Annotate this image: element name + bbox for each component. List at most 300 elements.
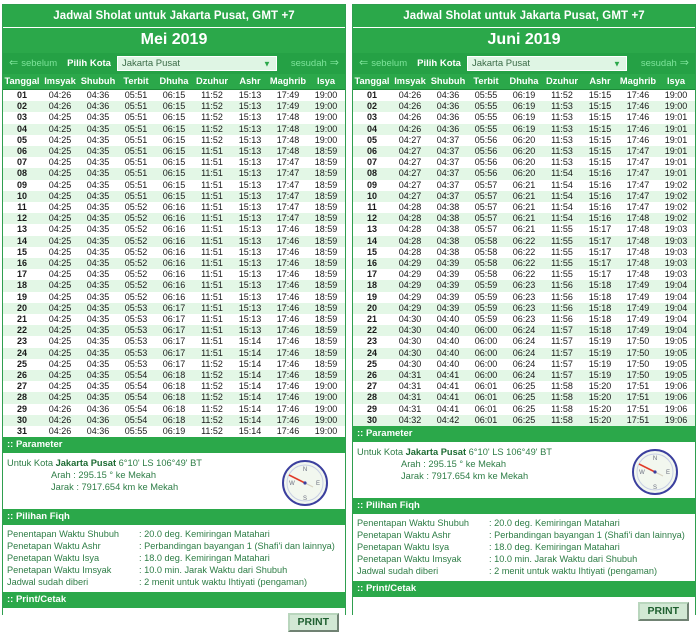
next-month-link[interactable] <box>291 58 339 69</box>
cell-time: 06:18 <box>162 381 186 392</box>
print-button[interactable]: PRINT <box>638 602 690 621</box>
table-row <box>3 112 345 123</box>
fiqh-row <box>357 565 691 577</box>
cell-time: 06:16 <box>162 202 186 213</box>
cell-time: 19:00 <box>314 123 338 134</box>
cell-time: 15:17 <box>588 258 612 269</box>
cell-time: 18:59 <box>314 179 338 190</box>
cell-time: 15:14 <box>238 392 262 403</box>
table-row <box>3 247 345 258</box>
cell-time: 06:00 <box>474 358 498 369</box>
cell-time: 18:59 <box>314 224 338 235</box>
table-row <box>353 348 695 359</box>
cell-time: 04:40 <box>436 314 460 325</box>
cell-time: 06:17 <box>162 336 186 347</box>
table-row <box>3 426 345 437</box>
cell-time: 04:25 <box>48 325 72 336</box>
column-header: Tanggal <box>3 74 41 90</box>
city-picker-label: Pilih Kota <box>417 58 461 69</box>
cell-time: 06:23 <box>512 280 536 291</box>
cell-time: 06:24 <box>512 347 536 358</box>
table-row <box>3 135 345 146</box>
month-title: Juni 2019 <box>353 28 695 53</box>
cell-time: 04:31 <box>398 392 422 403</box>
cell-time: 18:59 <box>314 358 338 369</box>
cell-time: 11:51 <box>201 179 223 190</box>
cell-time: 17:48 <box>276 112 300 123</box>
cell-time: 11:53 <box>551 101 573 112</box>
cell-time: 19:03 <box>664 224 688 235</box>
cell-time: 05:55 <box>474 112 498 123</box>
location-prefix: Untuk Kota <box>7 458 56 469</box>
cell-time: 05:54 <box>124 403 148 414</box>
cell-time: 05:51 <box>124 90 148 100</box>
location-prefix: Untuk Kota <box>357 447 406 458</box>
cell-time: 06:15 <box>162 134 186 145</box>
cell-day: 30 <box>16 414 27 425</box>
fiqh-key: Penetapan Waktu Isya <box>357 542 450 553</box>
fiqh-row <box>7 564 341 576</box>
cell-time: 11:52 <box>201 370 223 381</box>
cell-time: 19:00 <box>314 381 338 392</box>
cell-time: 04:38 <box>436 202 460 213</box>
cell-time: 04:26 <box>398 112 422 123</box>
panel-title: Jadwal Sholat untuk Jakarta Pusat, GMT +7 <box>353 5 695 28</box>
cell-time: 15:15 <box>588 123 612 134</box>
cell-day: 22 <box>366 325 377 336</box>
cell-time: 15:13 <box>238 258 262 269</box>
cell-time: 15:13 <box>238 235 262 246</box>
cell-time: 04:30 <box>398 325 422 336</box>
table-row <box>3 348 345 359</box>
cell-time: 04:36 <box>86 403 110 414</box>
fiqh-key: Penetapan Waktu Isya <box>7 553 100 564</box>
column-header: Imsyak <box>41 74 79 90</box>
cell-day: 12 <box>16 213 27 224</box>
cell-time: 05:52 <box>124 258 148 269</box>
cell-time: 17:46 <box>276 381 300 392</box>
cell-time: 18:59 <box>314 370 338 381</box>
cell-time: 17:46 <box>276 269 300 280</box>
prev-month-link[interactable] <box>359 58 407 69</box>
cell-time: 04:35 <box>86 246 110 257</box>
qibla-distance: Jarak : 7917.654 km ke Mekah <box>51 482 179 493</box>
cell-time: 06:19 <box>512 123 536 134</box>
fiqh-value: : Perbandingan bayangan 1 (Shafi'i dan lainnya) <box>139 541 335 552</box>
cell-time: 11:52 <box>201 123 223 134</box>
cell-time: 19:00 <box>314 426 338 437</box>
cell-time: 06:17 <box>162 347 186 358</box>
cell-time: 04:39 <box>436 269 460 280</box>
cell-time: 06:17 <box>162 325 186 336</box>
cell-time: 05:51 <box>124 190 148 201</box>
cell-time: 06:19 <box>512 90 536 100</box>
cell-time: 06:16 <box>162 235 186 246</box>
cell-time: 18:59 <box>314 291 338 302</box>
cell-day: 28 <box>366 392 377 403</box>
cell-time: 06:00 <box>474 325 498 336</box>
cell-time: 19:02 <box>664 202 688 213</box>
cell-time: 04:25 <box>48 224 72 235</box>
cell-time: 19:04 <box>664 314 688 325</box>
cell-time: 06:18 <box>162 414 186 425</box>
table-row <box>3 101 345 112</box>
cell-time: 11:52 <box>201 101 223 112</box>
cell-time: 11:51 <box>201 157 223 168</box>
cell-time: 17:46 <box>276 336 300 347</box>
cell-time: 05:54 <box>124 392 148 403</box>
cell-time: 05:52 <box>124 291 148 302</box>
cell-time: 11:51 <box>201 146 223 157</box>
cell-time: 06:01 <box>474 381 498 392</box>
city-select-value: Jakarta Pusat <box>121 58 181 69</box>
cell-time: 11:52 <box>201 112 223 123</box>
cell-time: 04:37 <box>436 146 460 157</box>
cell-time: 15:13 <box>238 202 262 213</box>
table-row <box>3 280 345 291</box>
cell-time: 05:59 <box>474 291 498 302</box>
cell-time: 15:20 <box>588 392 612 403</box>
cell-time: 04:25 <box>48 246 72 257</box>
cell-time: 04:36 <box>436 112 460 123</box>
arrow-left-icon: ⇐ <box>359 57 369 69</box>
prev-month-link[interactable] <box>9 58 57 69</box>
table-row <box>3 325 345 336</box>
cell-time: 04:35 <box>86 123 110 134</box>
cell-time: 05:58 <box>474 258 498 269</box>
cell-time: 04:25 <box>48 291 72 302</box>
cell-time: 06:18 <box>162 403 186 414</box>
print-button[interactable]: PRINT <box>288 613 340 632</box>
location-city: Jakarta Pusat <box>405 447 467 458</box>
table-row <box>353 269 695 280</box>
cell-time: 19:00 <box>314 112 338 123</box>
cell-time: 11:58 <box>551 381 573 392</box>
fiqh-heading: :: Pilihan Fiqh <box>3 509 345 525</box>
cell-time: 15:14 <box>238 414 262 425</box>
fiqh-key: Jadwal sudah diberi <box>7 577 89 588</box>
cell-time: 18:59 <box>314 213 338 224</box>
cell-time: 19:00 <box>314 90 338 100</box>
cell-time: 06:16 <box>162 213 186 224</box>
cell-time: 06:21 <box>512 213 536 224</box>
cell-time: 04:36 <box>86 426 110 437</box>
fiqh-value: : 18.0 deg. Kemiringan Matahari <box>489 542 620 553</box>
svg-text:E: E <box>315 481 321 488</box>
column-header: Dzuhur <box>543 74 581 90</box>
cell-time: 04:25 <box>48 157 72 168</box>
cell-time: 11:53 <box>551 146 573 157</box>
cell-time: 17:46 <box>276 280 300 291</box>
cell-time: 04:25 <box>48 392 72 403</box>
cell-time: 11:51 <box>201 246 223 257</box>
city-select[interactable] <box>117 56 277 71</box>
cell-time: 19:05 <box>664 370 688 381</box>
cell-time: 15:18 <box>588 280 612 291</box>
cell-time: 05:52 <box>124 213 148 224</box>
cell-time: 19:05 <box>664 336 688 347</box>
cell-time: 17:51 <box>626 414 650 425</box>
cell-time: 04:29 <box>398 258 422 269</box>
cell-time: 11:54 <box>551 202 573 213</box>
cell-time: 15:13 <box>238 134 262 145</box>
cell-time: 05:51 <box>124 101 148 112</box>
table-row <box>3 370 345 381</box>
cell-time: 17:47 <box>276 202 300 213</box>
cell-time: 15:15 <box>588 112 612 123</box>
cell-time: 05:59 <box>474 302 498 313</box>
cell-time: 17:50 <box>626 336 650 347</box>
cell-time: 04:35 <box>86 370 110 381</box>
cell-time: 17:46 <box>276 426 300 437</box>
cell-day: 04 <box>16 123 27 134</box>
cell-time: 06:25 <box>512 414 536 425</box>
cell-time: 04:27 <box>398 179 422 190</box>
cell-time: 11:52 <box>201 90 223 100</box>
cell-time: 04:28 <box>398 235 422 246</box>
cell-time: 17:51 <box>626 381 650 392</box>
svg-text:W: W <box>639 470 645 477</box>
cell-time: 18:59 <box>314 314 338 325</box>
cell-time: 06:19 <box>512 112 536 123</box>
cell-time: 04:31 <box>398 370 422 381</box>
schedule-panel-right <box>352 4 696 618</box>
cell-day: 24 <box>16 347 27 358</box>
cell-time: 19:05 <box>664 358 688 369</box>
cell-day: 03 <box>366 112 377 123</box>
cell-day: 01 <box>366 90 377 100</box>
cell-time: 04:28 <box>398 213 422 224</box>
cell-time: 15:13 <box>238 325 262 336</box>
cell-time: 04:31 <box>398 381 422 392</box>
fiqh-row <box>7 528 341 540</box>
cell-day: 27 <box>366 381 377 392</box>
cell-time: 11:51 <box>201 325 223 336</box>
table-row <box>353 202 695 213</box>
cell-time: 15:13 <box>238 314 262 325</box>
table-row <box>353 101 695 112</box>
cell-time: 04:25 <box>48 123 72 134</box>
cell-time: 18:59 <box>314 269 338 280</box>
cell-time: 06:17 <box>162 302 186 313</box>
column-header: Dhuha <box>155 74 193 90</box>
cell-time: 19:04 <box>664 302 688 313</box>
cell-time: 15:13 <box>238 280 262 291</box>
cell-time: 04:35 <box>86 112 110 123</box>
parameter-body <box>353 442 695 498</box>
cell-day: 10 <box>366 190 377 201</box>
cell-time: 04:25 <box>48 235 72 246</box>
cell-time: 15:13 <box>238 112 262 123</box>
table-row <box>353 336 695 347</box>
cell-time: 04:27 <box>398 157 422 168</box>
cell-time: 11:56 <box>551 302 573 313</box>
cell-time: 04:26 <box>48 90 72 100</box>
cell-time: 17:46 <box>626 134 650 145</box>
qibla-direction: Arah : 295.15 ° ke Mekah <box>51 470 157 481</box>
cell-time: 15:18 <box>588 325 612 336</box>
cell-time: 05:55 <box>124 426 148 437</box>
cell-time: 17:48 <box>276 123 300 134</box>
table-row <box>3 146 345 157</box>
cell-time: 06:17 <box>162 358 186 369</box>
cell-time: 17:50 <box>626 370 650 381</box>
cell-time: 17:46 <box>626 112 650 123</box>
city-select[interactable] <box>467 56 627 71</box>
cell-time: 17:50 <box>626 358 650 369</box>
cell-time: 17:49 <box>626 314 650 325</box>
cell-time: 06:20 <box>512 168 536 179</box>
cell-time: 04:26 <box>398 101 422 112</box>
cell-time: 06:15 <box>162 123 186 134</box>
cell-time: 17:46 <box>626 90 650 100</box>
table-row <box>353 247 695 258</box>
cell-time: 19:03 <box>664 258 688 269</box>
table-row <box>353 157 695 168</box>
compass-icon <box>631 448 679 496</box>
cell-time: 11:52 <box>551 90 573 100</box>
fiqh-key: Penentapan Waktu Shubuh <box>357 518 470 529</box>
cell-time: 18:59 <box>314 235 338 246</box>
cell-time: 04:29 <box>398 269 422 280</box>
cell-time: 05:54 <box>124 414 148 425</box>
cell-time: 19:01 <box>664 146 688 157</box>
cell-time: 06:25 <box>512 381 536 392</box>
cell-time: 06:20 <box>512 157 536 168</box>
panel-toolbar <box>3 53 345 74</box>
cell-day: 19 <box>16 291 27 302</box>
cell-time: 06:23 <box>512 291 536 302</box>
cell-time: 15:19 <box>588 370 612 381</box>
cell-time: 18:59 <box>314 280 338 291</box>
cell-time: 05:57 <box>474 213 498 224</box>
cell-time: 05:54 <box>124 370 148 381</box>
cell-time: 11:56 <box>551 314 573 325</box>
column-header: Shubuh <box>79 74 117 90</box>
cell-time: 11:58 <box>551 392 573 403</box>
cell-time: 11:58 <box>551 403 573 414</box>
cell-day: 11 <box>17 202 27 213</box>
chevron-down-icon: ▼ <box>613 59 621 68</box>
cell-time: 19:00 <box>664 101 688 112</box>
cell-day: 15 <box>16 246 27 257</box>
cell-time: 04:25 <box>48 134 72 145</box>
table-row <box>3 292 345 303</box>
cell-time: 11:54 <box>551 179 573 190</box>
cell-time: 04:35 <box>86 336 110 347</box>
column-header: Terbit <box>117 74 155 90</box>
cell-time: 17:46 <box>276 246 300 257</box>
prev-month-label: sebelum <box>371 58 408 69</box>
svg-text:W: W <box>289 481 295 488</box>
cell-time: 04:30 <box>398 336 422 347</box>
cell-time: 19:01 <box>664 134 688 145</box>
table-row <box>3 359 345 370</box>
cell-time: 11:51 <box>201 291 223 302</box>
cell-time: 04:27 <box>398 146 422 157</box>
cell-time: 04:38 <box>436 246 460 257</box>
table-row <box>3 336 345 347</box>
cell-time: 04:25 <box>48 213 72 224</box>
table-row <box>3 236 345 247</box>
cell-time: 17:46 <box>276 414 300 425</box>
cell-time: 17:49 <box>626 325 650 336</box>
table-row <box>353 303 695 314</box>
next-month-link[interactable] <box>641 58 689 69</box>
cell-time: 17:50 <box>626 347 650 358</box>
cell-time: 04:29 <box>398 280 422 291</box>
table-row <box>3 90 345 102</box>
cell-time: 06:19 <box>162 426 186 437</box>
cell-time: 06:24 <box>512 358 536 369</box>
cell-time: 15:14 <box>238 347 262 358</box>
cell-time: 19:00 <box>664 90 688 100</box>
cell-time: 05:57 <box>474 224 498 235</box>
cell-time: 15:14 <box>238 403 262 414</box>
cell-time: 06:15 <box>162 157 186 168</box>
cell-time: 19:06 <box>664 403 688 414</box>
cell-time: 11:57 <box>551 336 573 347</box>
cell-time: 17:46 <box>276 347 300 358</box>
table-row <box>3 168 345 179</box>
cell-time: 11:55 <box>551 224 573 235</box>
cell-time: 15:13 <box>238 157 262 168</box>
cell-time: 18:59 <box>314 202 338 213</box>
cell-time: 17:46 <box>276 358 300 369</box>
fiqh-value: : 20.0 deg. Kemiringan Matahari <box>489 518 620 529</box>
fiqh-row <box>357 541 691 553</box>
cell-time: 06:20 <box>512 146 536 157</box>
table-body <box>3 90 345 438</box>
cell-time: 04:25 <box>48 280 72 291</box>
cell-time: 11:56 <box>551 291 573 302</box>
cell-time: 11:51 <box>201 202 223 213</box>
cell-time: 04:36 <box>86 101 110 112</box>
cell-time: 04:26 <box>398 123 422 134</box>
cell-time: 06:24 <box>512 370 536 381</box>
cell-time: 06:21 <box>512 179 536 190</box>
cell-time: 04:39 <box>436 291 460 302</box>
cell-time: 06:16 <box>162 280 186 291</box>
cell-time: 06:15 <box>162 146 186 157</box>
cell-time: 15:15 <box>588 90 612 100</box>
cell-time: 04:41 <box>436 392 460 403</box>
cell-time: 06:22 <box>512 235 536 246</box>
cell-time: 15:19 <box>588 336 612 347</box>
cell-time: 04:35 <box>86 157 110 168</box>
cell-time: 15:20 <box>588 414 612 425</box>
cell-day: 10 <box>16 190 27 201</box>
cell-time: 18:59 <box>314 302 338 313</box>
cell-time: 06:00 <box>474 370 498 381</box>
cell-time: 06:15 <box>162 190 186 201</box>
fiqh-key: Penetapan Waktu Ashr <box>357 530 451 541</box>
cell-time: 11:52 <box>201 426 223 437</box>
qibla-distance: Jarak : 7917.654 km ke Mekah <box>401 471 529 482</box>
table-row <box>3 157 345 168</box>
cell-time: 17:46 <box>276 302 300 313</box>
cell-time: 18:59 <box>314 168 338 179</box>
fiqh-key: Penetapan Waktu Imsyak <box>7 565 112 576</box>
cell-time: 17:48 <box>626 246 650 257</box>
cell-day: 17 <box>16 269 27 280</box>
cell-time: 18:59 <box>314 347 338 358</box>
cell-time: 15:14 <box>238 381 262 392</box>
cell-time: 05:53 <box>124 347 148 358</box>
table-row <box>353 258 695 269</box>
cell-time: 15:18 <box>588 314 612 325</box>
cell-time: 04:35 <box>86 213 110 224</box>
